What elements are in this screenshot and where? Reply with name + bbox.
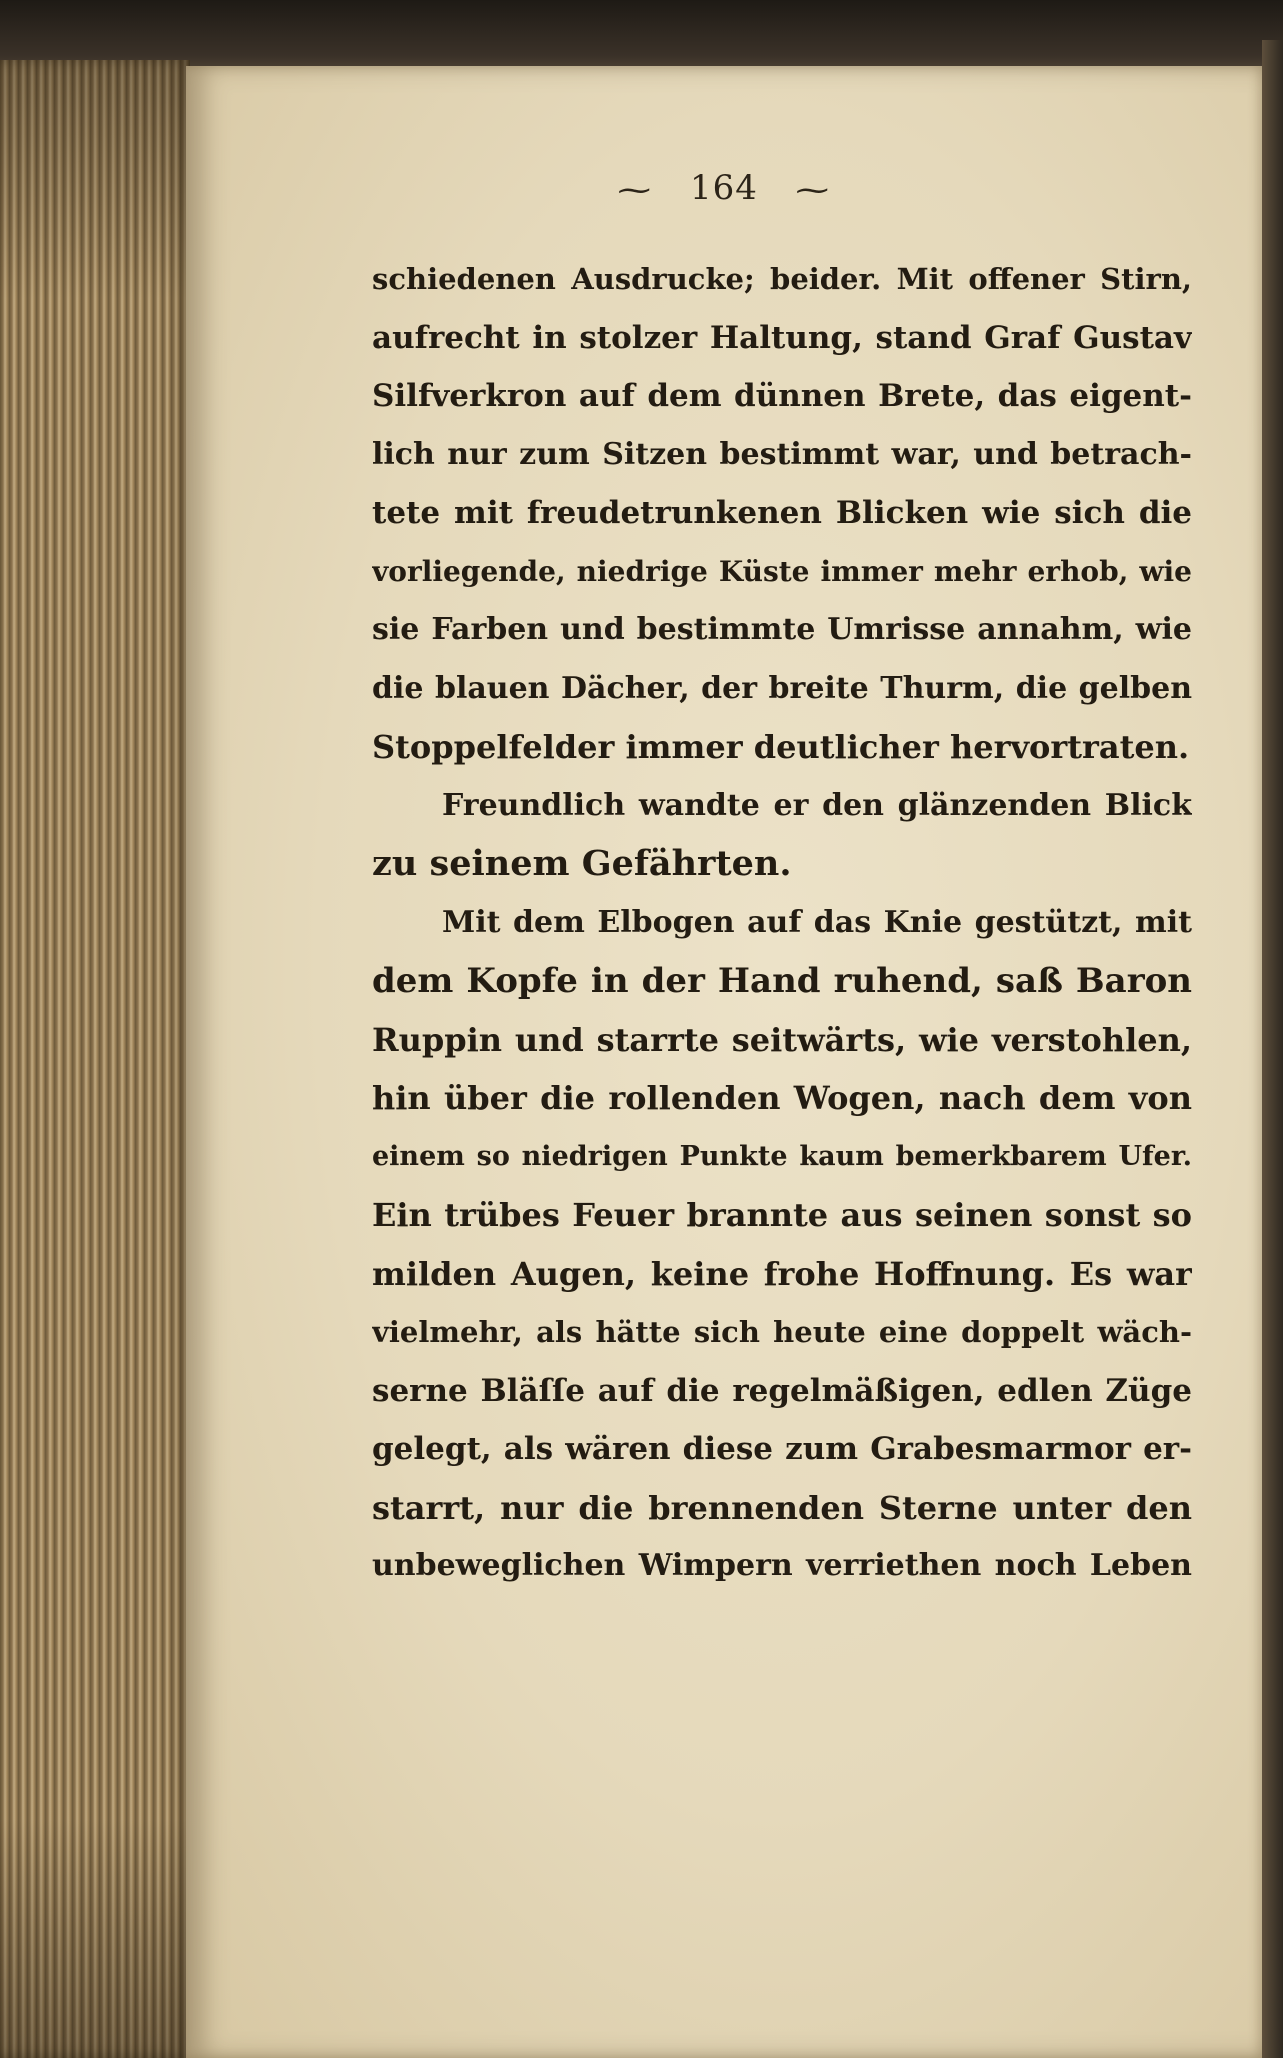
text-line: schiedenen Ausdrucke; beider. Mit offener Stirn, xyxy=(372,262,1192,296)
text-line: Stoppelfelder immer deutlicher hervortraten. xyxy=(372,728,1190,766)
text-line: serne Bläſſe auf die regelmäßigen, edlen Züge xyxy=(372,1372,1192,1409)
text-line: dem Kopfe in der Hand ruhend, saß Baron xyxy=(372,961,1192,1001)
text-line: tete mit freudetrunkenen Blicken wie sich die xyxy=(372,495,1192,531)
text-line: milden Augen, keine frohe Hoffnung. Es war xyxy=(372,1254,1192,1293)
text-line: hin über die rollenden Wogen, nach dem von xyxy=(372,1079,1192,1117)
text-line: einem so niedrigen Punkte kaum bemerkbarem Ufer. xyxy=(372,1140,1192,1172)
left-ornament: ~ xyxy=(614,172,657,208)
text-line: gelegt, als wären diese zum Grabesmarmor er- xyxy=(372,1431,1192,1467)
text-line: sie Farben und bestimmte Umrisse annahm, wie xyxy=(372,612,1192,647)
right-ornament: ~ xyxy=(791,172,834,208)
text-line: unbeweglichen Wimpern verriethen noch Leben xyxy=(372,1548,1192,1583)
body-text xyxy=(372,250,1192,1596)
text-line: aufrecht in stolzer Haltung, stand Graf Gustav xyxy=(372,319,1192,356)
text-line: Ruppin und starrte seitwärts, wie verstohlen, xyxy=(372,1020,1192,1059)
text-line: lich nur zum Sitzen bestimmt war, und betrach- xyxy=(372,436,1192,472)
text-line: Freundlich wandte er den glänzenden Blick xyxy=(442,787,1192,823)
text-line: zu seinem Gefährten. xyxy=(372,843,792,884)
text-line: Ein trübes Feuer brannte aus seinen sonst so xyxy=(372,1196,1192,1234)
text-line: vorliegende, niedrige Küste immer mehr erhob, wie xyxy=(372,554,1192,588)
text-line: starrt, nur die brennenden Sterne unter den xyxy=(372,1488,1192,1527)
text-line: Mit dem Elbogen auf das Knie gestützt, mit xyxy=(442,904,1192,940)
page-number: 164 xyxy=(690,168,758,208)
right-edge xyxy=(1262,40,1283,2058)
text-line: die blauen Dächer, der breite Thurm, die gelben xyxy=(372,670,1192,706)
text-line: Silfverkron auf dem dünnen Brete, das eigent- xyxy=(372,378,1192,414)
page-header xyxy=(186,168,1262,208)
page-edges xyxy=(0,60,190,2058)
text-line: vielmehr, als hätte sich heute eine doppelt wäch- xyxy=(372,1315,1192,1349)
